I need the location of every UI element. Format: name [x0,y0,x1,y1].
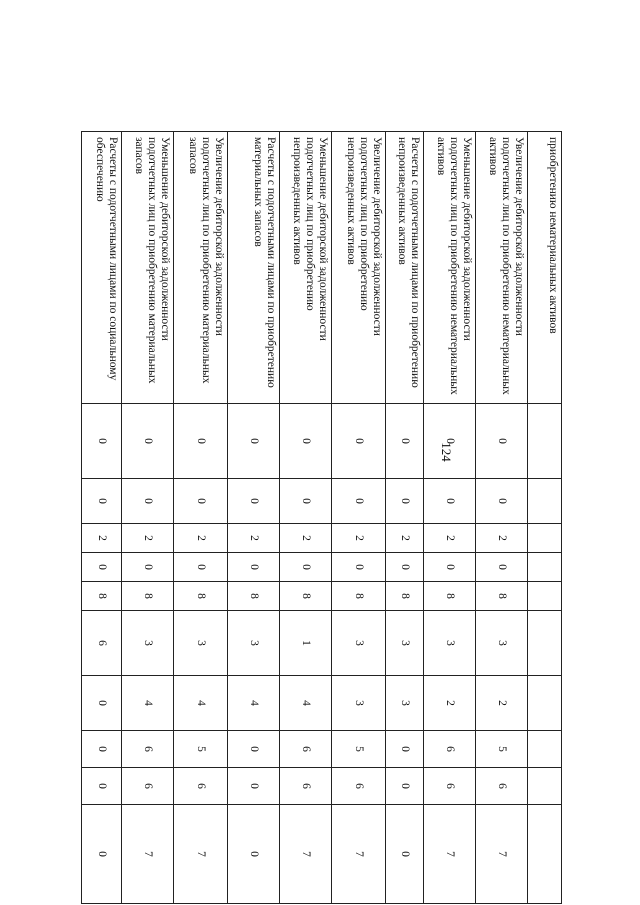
code-cell: 0 [82,676,122,731]
code-cell: 3 [228,611,280,676]
code-cell: 8 [476,582,528,611]
code-cell: 2 [476,524,528,553]
code-cell: 7 [174,805,228,904]
code-cell [528,582,562,611]
accounts-table [81,131,562,904]
code-cell: 0 [386,731,424,768]
code-cell: 0 [476,404,528,479]
code-cell: 6 [424,731,476,768]
code-cell [528,404,562,479]
code-cell [528,611,562,676]
row-description: Расчеты с подотчетными лицами по социальному обеспечению [82,132,122,404]
code-cell: 0 [174,404,228,479]
code-cell [528,768,562,805]
table-row [228,132,280,904]
code-cell: 0 [82,479,122,524]
code-cell: 0 [386,805,424,904]
code-cell [528,479,562,524]
code-cell: 7 [280,805,332,904]
row-description: Расчеты с подотчетными лицами по приобретению материальных запасов [228,132,280,404]
code-cell: 0 [332,479,386,524]
table-row [332,132,386,904]
code-cell: 0 [332,553,386,582]
code-cell: 8 [228,582,280,611]
code-cell: 2 [122,524,174,553]
code-cell: 0 [174,479,228,524]
code-cell: 0 [280,404,332,479]
code-cell: 8 [122,582,174,611]
code-cell: 0 [82,553,122,582]
code-cell: 8 [424,582,476,611]
code-cell: 4 [280,676,332,731]
code-cell: 0 [424,479,476,524]
code-cell: 2 [174,524,228,553]
page-number: 124 [439,442,454,462]
table-row [424,132,476,904]
code-cell: 6 [280,731,332,768]
code-cell: 2 [476,676,528,731]
code-cell: 3 [386,676,424,731]
code-cell: 0 [386,768,424,805]
code-cell [528,553,562,582]
code-cell: 0 [228,553,280,582]
code-cell: 6 [82,611,122,676]
code-cell: 5 [476,731,528,768]
code-cell: 7 [476,805,528,904]
row-description: приобретению нематериальных активов [528,132,562,404]
table-row [122,132,174,904]
code-cell: 4 [122,676,174,731]
code-cell: 0 [82,805,122,904]
code-cell: 3 [332,676,386,731]
row-description: Уменьшение дебиторской задолженности подотчетных лиц по приобретению нематериальных активов [424,132,476,404]
code-cell: 8 [174,582,228,611]
code-cell: 0 [424,553,476,582]
code-cell: 0 [122,553,174,582]
table-row [476,132,528,904]
code-cell: 8 [82,582,122,611]
code-cell: 0 [174,553,228,582]
code-cell: 7 [332,805,386,904]
code-cell: 5 [332,731,386,768]
accounts-table-rotated [90,131,562,903]
code-cell [528,524,562,553]
code-cell: 8 [280,582,332,611]
code-cell [528,731,562,768]
code-cell: 2 [424,524,476,553]
code-cell: 0 [386,479,424,524]
code-cell: 0 [228,768,280,805]
table-row [280,132,332,904]
row-description: Увеличение дебиторской задолженности подотчетных лиц по приобретению нематериальных активов [476,132,528,404]
code-cell: 0 [122,404,174,479]
code-cell: 3 [122,611,174,676]
row-description: Увеличение дебиторской задолженности подотчетных лиц по приобретению материальных запасов [174,132,228,404]
table-row [528,132,562,904]
code-cell: 2 [280,524,332,553]
code-cell: 2 [332,524,386,553]
code-cell: 8 [386,582,424,611]
code-cell: 0 [122,479,174,524]
code-cell: 2 [82,524,122,553]
row-description: Уменьшение дебиторской задолженности подотчетных лиц по приобретению материальных запасов [122,132,174,404]
code-cell: 2 [424,676,476,731]
code-cell: 0 [228,404,280,479]
code-cell: 8 [332,582,386,611]
code-cell: 0 [228,731,280,768]
code-cell: 3 [424,611,476,676]
code-cell: 3 [476,611,528,676]
code-cell: 1 [280,611,332,676]
code-cell: 4 [174,676,228,731]
code-cell: 0 [332,404,386,479]
code-cell: 3 [174,611,228,676]
code-cell: 6 [424,768,476,805]
code-cell: 6 [280,768,332,805]
code-cell: 0 [228,805,280,904]
table-row [386,132,424,904]
code-cell: 0 [476,479,528,524]
code-cell: 0 [228,479,280,524]
code-cell: 6 [122,768,174,805]
code-cell: 3 [332,611,386,676]
code-cell: 5 [174,731,228,768]
code-cell [528,676,562,731]
code-cell: 7 [424,805,476,904]
code-cell: 6 [476,768,528,805]
code-cell: 2 [386,524,424,553]
code-cell: 0 [82,731,122,768]
code-cell: 6 [174,768,228,805]
code-cell: 0 [82,404,122,479]
code-cell: 0 [424,404,476,479]
code-cell: 0 [280,553,332,582]
code-cell: 6 [332,768,386,805]
code-cell: 6 [122,731,174,768]
code-cell: 2 [228,524,280,553]
row-description: Расчеты с подотчетными лицами по приобретению непроизведенных активов [386,132,424,404]
row-description: Уменьшение дебиторской задолженности подотчетных лиц по приобретению непроизведенных активов [280,132,332,404]
code-cell: 0 [386,553,424,582]
code-cell [528,805,562,904]
code-cell: 0 [476,553,528,582]
code-cell: 0 [82,768,122,805]
code-cell: 0 [386,404,424,479]
table-row [82,132,122,904]
row-description: Увеличение дебиторской задолженности подотчетных лиц по приобретению непроизведенных активов [332,132,386,404]
table-row [174,132,228,904]
code-cell: 3 [386,611,424,676]
code-cell: 0 [280,479,332,524]
code-cell: 4 [228,676,280,731]
code-cell: 7 [122,805,174,904]
